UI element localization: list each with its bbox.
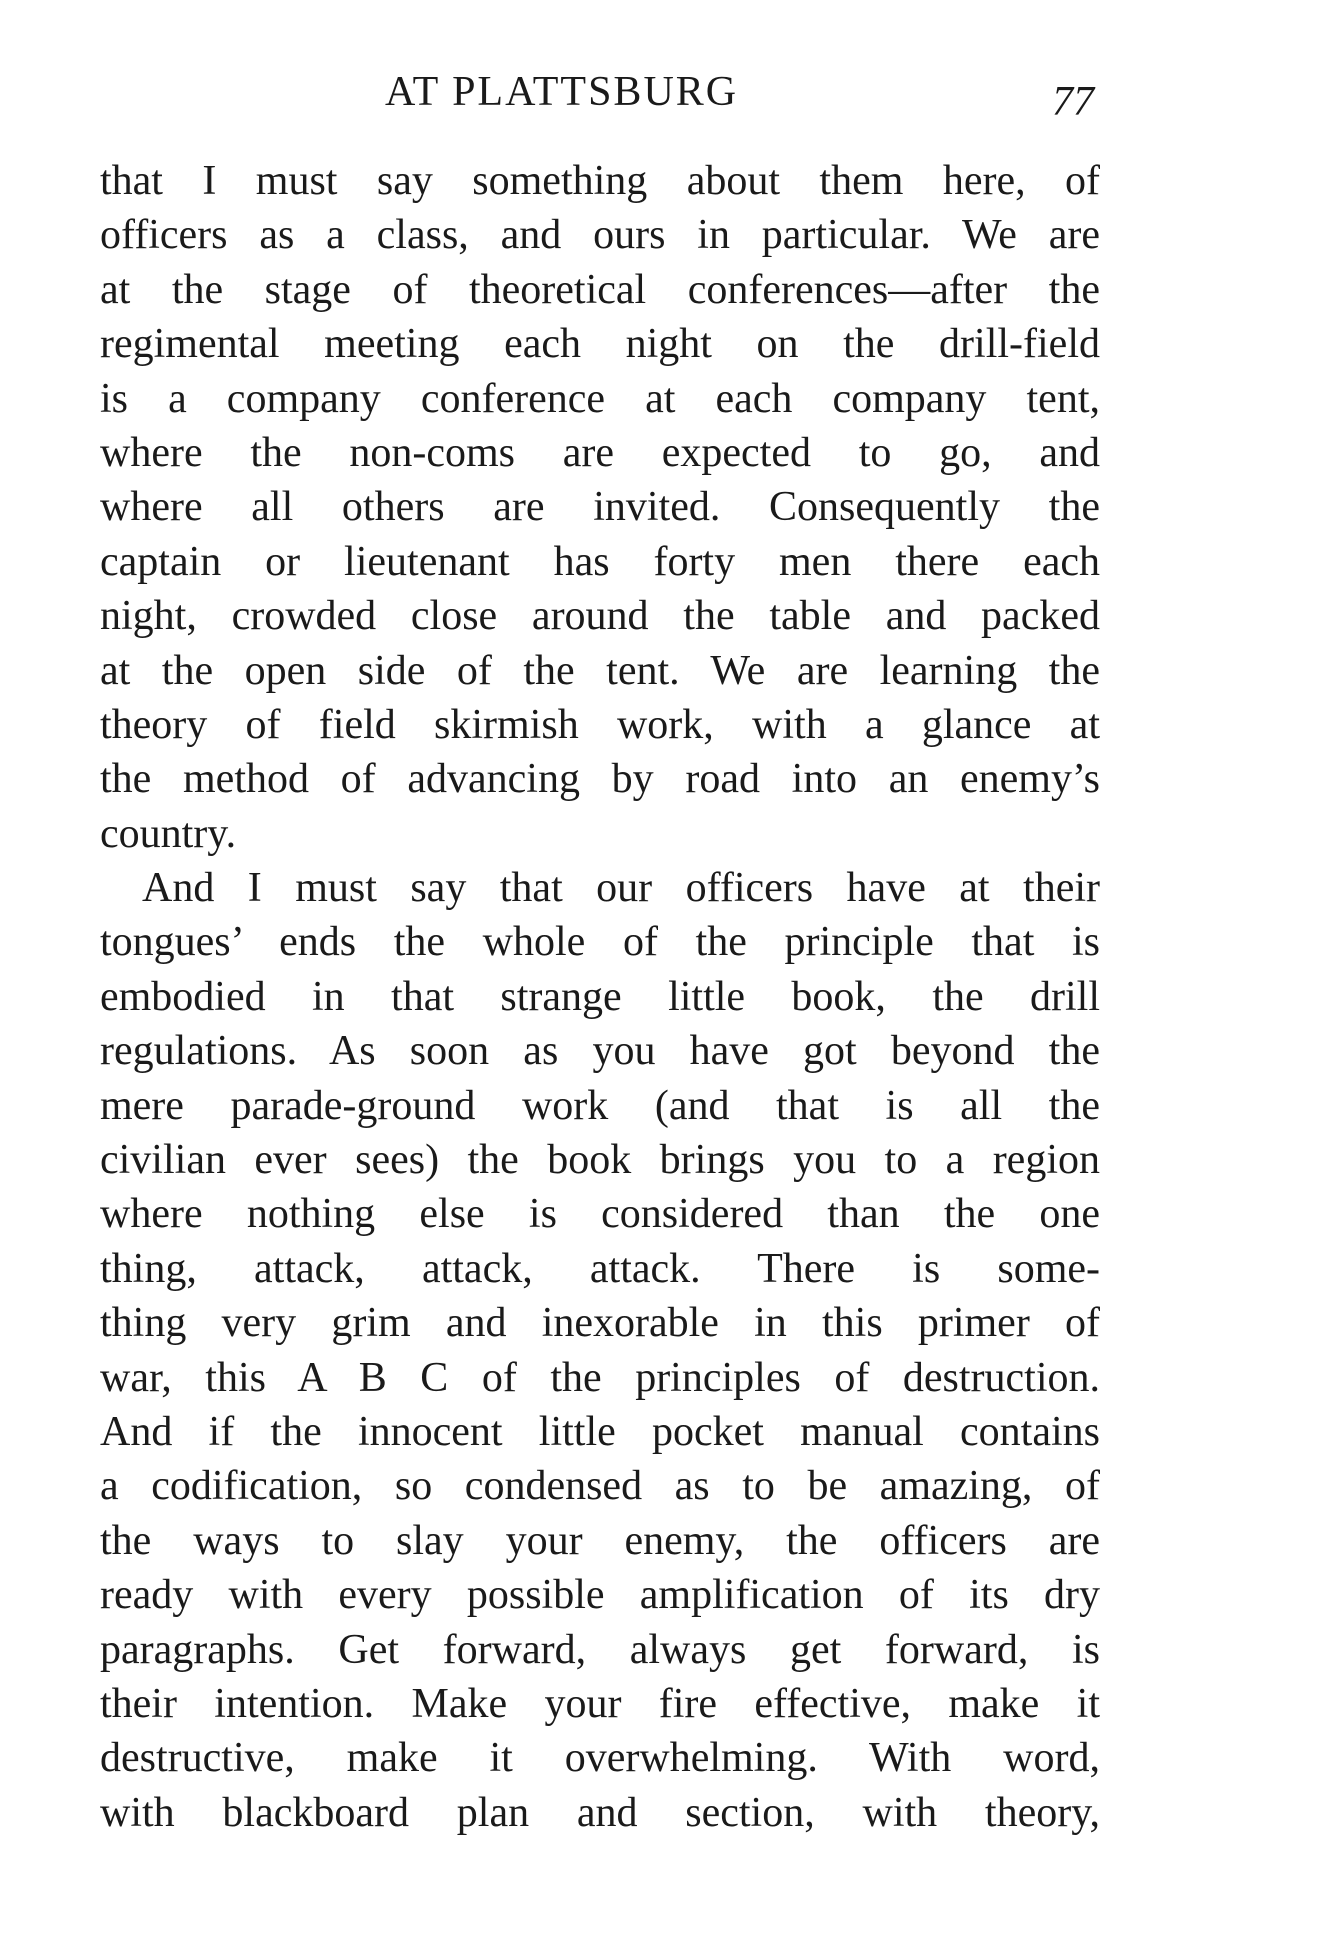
text-line: captain or lieutenant has forty men there each bbox=[100, 538, 1100, 585]
text-line: And I must say that our officers have at their bbox=[142, 865, 1100, 912]
text-line: thing very grim and inexorable in this primer of bbox=[100, 1300, 1100, 1347]
text-line: where nothing else is considered than the one bbox=[100, 1191, 1100, 1238]
text-line: at the open side of the tent. We are learning the bbox=[100, 647, 1100, 694]
text-line: the ways to slay your enemy, the officers are bbox=[100, 1517, 1100, 1564]
text-line: paragraphs. Get forward, always get forward, is bbox=[100, 1626, 1100, 1673]
text-line: embodied in that strange little book, the drill bbox=[100, 973, 1100, 1020]
text-line: their intention. Make your fire effective, make it bbox=[100, 1680, 1100, 1727]
text-line: where all others are invited. Consequently the bbox=[100, 484, 1100, 531]
text-line: that I must say something about them here, of bbox=[100, 158, 1100, 204]
text-line: the method of advancing by road into an enemy’s bbox=[100, 756, 1100, 803]
text-line: ready with every possible amplification of its dry bbox=[100, 1572, 1100, 1619]
text-line: at the stage of theoretical conferences—after the bbox=[100, 266, 1100, 313]
text-line: a codification, so condensed as to be amazing, of bbox=[100, 1463, 1100, 1510]
running-header bbox=[0, 62, 1321, 125]
text-line: civilian ever sees) the book brings you to a region bbox=[100, 1137, 1100, 1184]
text-line: tongues’ ends the whole of the principle that is bbox=[100, 919, 1100, 966]
text-line: destructive, make it overwhelming. With word, bbox=[100, 1735, 1100, 1782]
body-text bbox=[100, 154, 1100, 1840]
text-line: country. bbox=[100, 810, 237, 857]
text-line: And if the innocent little pocket manual contains bbox=[100, 1408, 1100, 1455]
text-line: thing, attack, attack, attack. There is some- bbox=[100, 1245, 1100, 1292]
text-line: officers as a class, and ours in particular. We are bbox=[100, 212, 1100, 259]
running-title: AT PLATTSBURG bbox=[385, 69, 739, 115]
text-line: with blackboard plan and section, with theory, bbox=[100, 1789, 1100, 1836]
text-line: is a company conference at each company tent, bbox=[100, 375, 1100, 422]
text-line: mere parade-ground work (and that is all the bbox=[100, 1082, 1100, 1129]
text-line: war, this A B C of the principles of destruction. bbox=[100, 1354, 1100, 1401]
text-line: regimental meeting each night on the drill-field bbox=[100, 321, 1100, 368]
text-line: theory of field skirmish work, with a glance at bbox=[100, 701, 1100, 748]
text-line: where the non-coms are expected to go, and bbox=[100, 429, 1100, 476]
page-number: 77 bbox=[1052, 79, 1094, 125]
text-line: regulations. As soon as you have got beyond the bbox=[100, 1028, 1100, 1075]
text-line: night, crowded close around the table and packed bbox=[100, 593, 1100, 640]
